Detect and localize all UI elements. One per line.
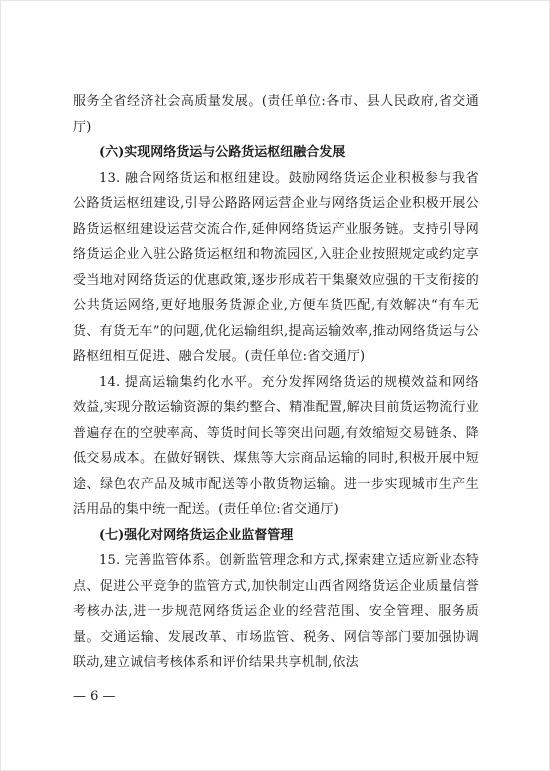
paragraph-item-15: 15. 完善监管体系。创新监管理念和方式,探索建立适应新业态特点、促进公平竞争的监管方式,加快制定山西省网络货运企业质量信誉考核办法,进一步规范网络货运企业的经营范围、安全管理、服务质量。交通运输、发展改革、市场监管、税务、网信等部门要加强协调联动,建立诚信考核体系和评价结果共享机制,依法	[73, 553, 479, 670]
page-body	[73, 89, 479, 676]
page-number: — 6 —	[73, 689, 116, 704]
paragraph-item-14: 14. 提高运输集约化水平。充分发挥网络货运的规模效益和网络效益,实现分散运输资源的集约整合、精准配置,解决目前货运物流行业普遍存在的空驶率高、等货时间长等突出问题,有效缩短交易链条、降低交易成本。在做好钢铁、煤焦等大宗商品运输的同时,积极开展中短途、绿色农产品及城市配送等小散货物运输。进一步实现城市生产生活用品的集中统一配送。(责任单位:省交通厅)	[73, 374, 479, 517]
paragraph-item-13: 13. 融合网络货运和枢纽建设。鼓励网络货运企业积极参与我省公路货运枢纽建设,引导公路路网运营企业与网络货运企业积极开展公路货运枢纽建设运营交流合作,延伸网络货运产业服务链。支持引导网络货运企业入驻公路货运枢纽和物流园区,入驻企业按照规定或约定享受当地对网络货运的优惠政策,逐步形成若干集聚效应强的干支衔接的公共货运网络,更好地服务货源企业,方便车货匹配,有效解决“有车无货、有货无车”的问题,优化运输组织,提高运输效率,推动网络货运与公路枢纽相互促进、融合发展。(责任单位:省交通厅)	[73, 170, 479, 364]
section-heading-6: (六)实现网络货运与公路货运枢纽融合发展	[99, 145, 346, 160]
section-heading-7: (七)强化对网络货运企业监督管理	[99, 527, 294, 543]
paragraph-continuation: 服务全省经济社会高质量发展。(责任单位:各市、县人民政府,省交通厅)	[73, 94, 479, 135]
